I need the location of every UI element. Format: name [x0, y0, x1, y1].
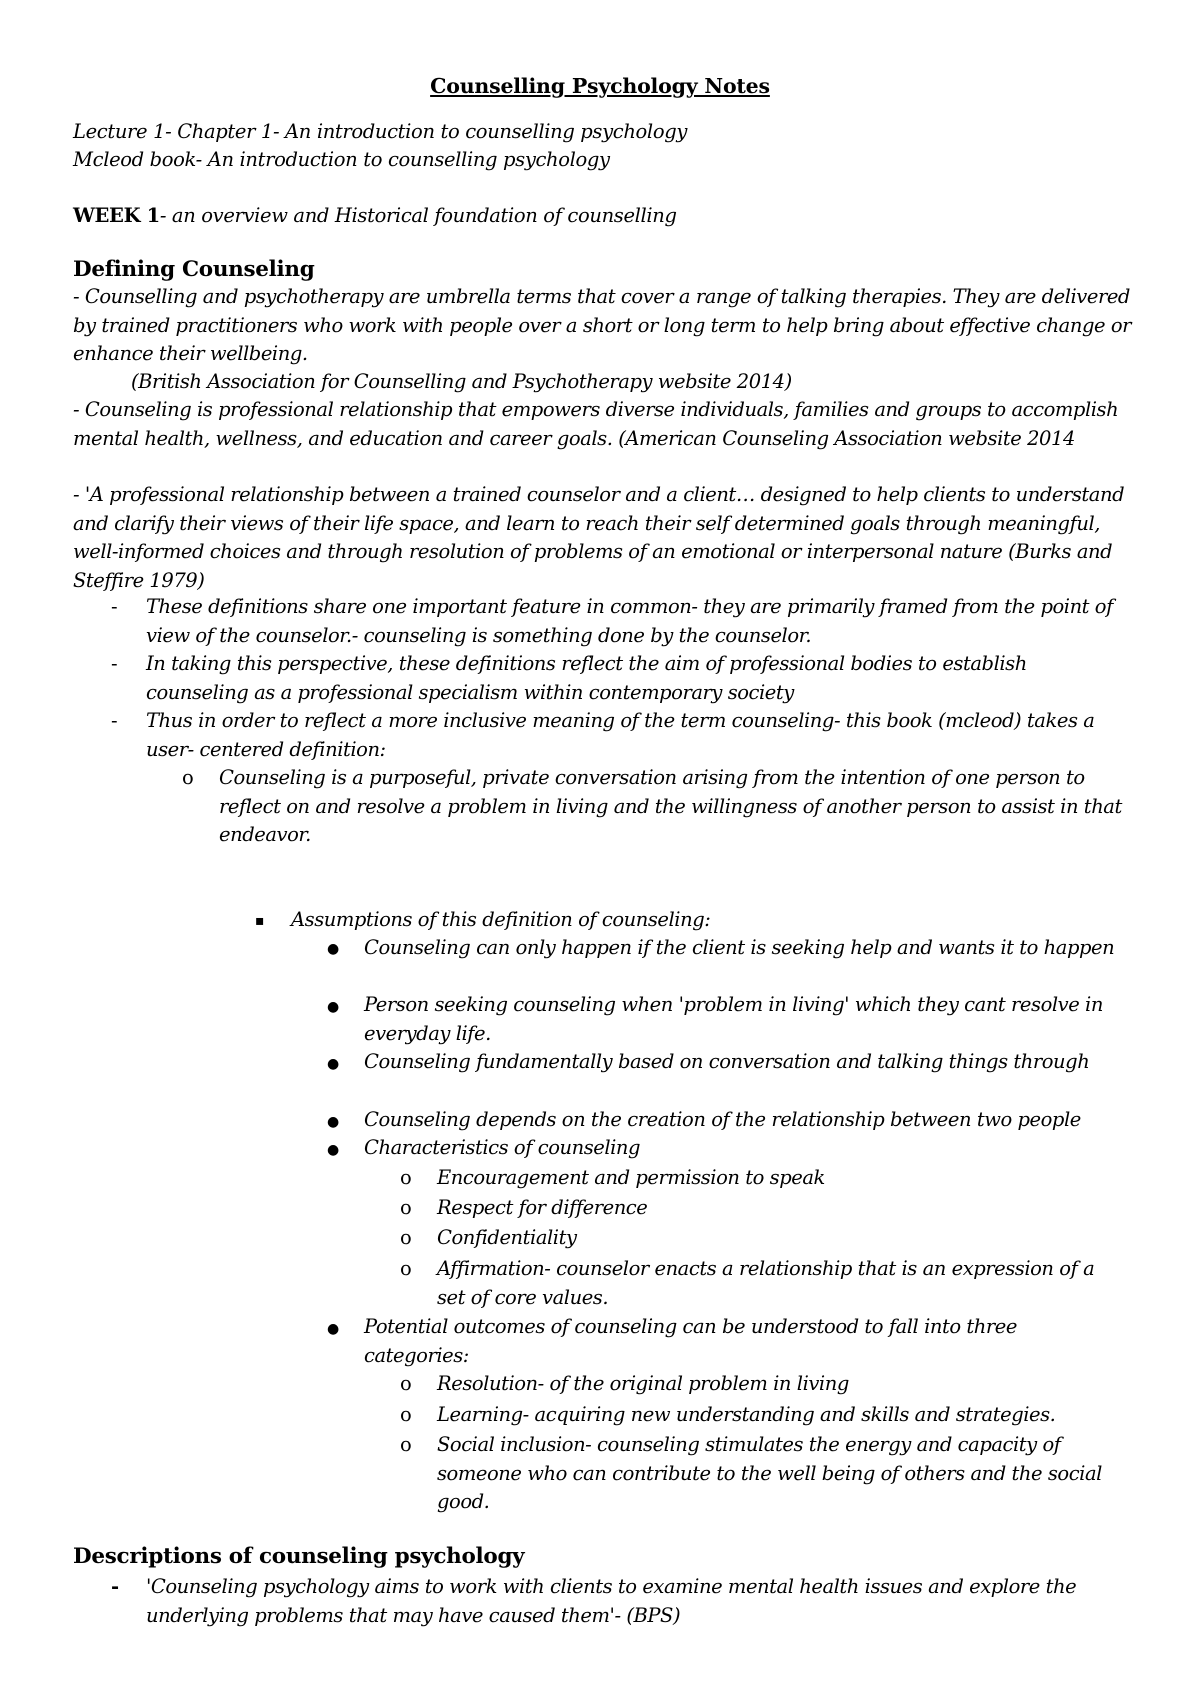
- definition-2: - Counseling is professional relationship that empowers diverse individuals, families and groups to accomplish mental health, wellness, and education and career goals. (American Counseling Association website 2014: [73, 398, 1119, 450]
- definition-1-citation: (British Association for Counselling and Psychotherapy website 2014): [131, 370, 792, 393]
- circle-marker: o: [400, 1403, 412, 1426]
- characteristic-item: Affirmation- counselor enacts a relationship that is an expression of a set of core values.: [437, 1257, 1095, 1309]
- document-title: Counselling Psychology Notes: [430, 74, 770, 98]
- characteristic-item: Encouragement and permission to speak: [437, 1166, 825, 1189]
- list-item: In taking this perspective, these definitions reflect the aim of professional bodies to establish counseling as a professional specialism within contemporary society: [146, 652, 1027, 704]
- characteristic-item: Confidentiality: [437, 1226, 577, 1249]
- list-item: These definitions share one important feature in common- they are primarily framed from the point of view of the counselor.- counseling is something done by the counselor.: [146, 595, 1113, 647]
- list-item: Thus in order to reflect a more inclusive meaning of the term counseling- this book (mcleod) takes a user- centered definition:: [146, 709, 1095, 761]
- dash-marker: -: [111, 652, 118, 675]
- bullet-marker: ●: [327, 1114, 340, 1130]
- bullet-marker: ●: [327, 999, 340, 1015]
- outcome-item: Social inclusion- counseling stimulates the energy and capacity of someone who can contribute to the well being of others and the social good.: [437, 1433, 1102, 1513]
- bullet-marker: ●: [327, 1142, 340, 1158]
- outcome-item: Learning- acquiring new understanding and skills and strategies.: [437, 1403, 1056, 1426]
- circle-marker: o: [400, 1166, 412, 1189]
- week-text: - an overview and Historical foundation of counselling: [159, 204, 677, 227]
- assumption-item: Counseling depends on the creation of the relationship between two people: [364, 1108, 1081, 1131]
- circle-marker: o: [182, 766, 194, 789]
- outcomes-label: Potential outcomes of counseling can be understood to fall into three categories:: [364, 1315, 1017, 1367]
- circle-marker: o: [400, 1226, 412, 1249]
- circle-marker: o: [400, 1372, 412, 1395]
- circle-marker: o: [400, 1433, 412, 1456]
- outcome-item: Resolution- of the original problem in living: [437, 1372, 849, 1395]
- lecture-line: Lecture 1- Chapter 1- An introduction to counselling psychology: [73, 120, 688, 143]
- square-marker: ▪: [255, 913, 265, 929]
- circle-marker: o: [400, 1257, 412, 1280]
- dash-marker: -: [111, 595, 118, 618]
- assumption-item: Counseling fundamentally based on conversation and talking things through: [364, 1050, 1090, 1073]
- bullet-marker: ●: [327, 1056, 340, 1072]
- dash-marker: -: [111, 709, 118, 732]
- user-definition: Counseling is a purposeful, private conversation arising from the intention of one person to reflect on and resolve a problem in living and the willingness of another person to assist in that endeavor.: [219, 766, 1122, 846]
- definition-3: - 'A professional relationship between a trained counselor and a client… designed to help clients to understand and clarify their views of their life space, and learn to reach their self determined goals through meaningful, well-informed choices and through resolution of problems of an emotional or interpersonal nature (Burks and Steffire 1979): [73, 483, 1125, 592]
- week-line: [73, 202, 1133, 231]
- assumption-item: Counseling can only happen if the client is seeking help and wants it to happen: [364, 936, 1115, 959]
- dash-marker: -: [111, 1575, 120, 1598]
- assumptions-label: Assumptions of this definition of counseling:: [291, 908, 711, 931]
- definition-1: - Counselling and psychotherapy are umbrella terms that cover a range of talking therapies. They are delivered by trained practitioners who work with people over a short or long term to help bring about effective change or enhance their wellbeing.: [73, 285, 1131, 365]
- bullet-marker: ●: [327, 1321, 340, 1337]
- heading-descriptions: Descriptions of counseling psychology: [73, 1544, 525, 1569]
- week-label: WEEK 1: [73, 204, 160, 227]
- assumption-item: Characteristics of counseling: [364, 1136, 641, 1159]
- circle-marker: o: [400, 1196, 412, 1219]
- book-line: Mcleod book- An introduction to counselling psychology: [73, 148, 610, 171]
- heading-defining-counseling: Defining Counseling: [73, 257, 315, 282]
- characteristic-item: Respect for difference: [437, 1196, 648, 1219]
- bullet-marker: ●: [327, 941, 340, 957]
- assumption-item: Person seeking counseling when 'problem in living' which they cant resolve in everyday life.: [364, 993, 1103, 1045]
- description-item: 'Counseling psychology aims to work with clients to examine mental health issues and explore the underlying problems that may have caused them'- (BPS): [146, 1575, 1077, 1627]
